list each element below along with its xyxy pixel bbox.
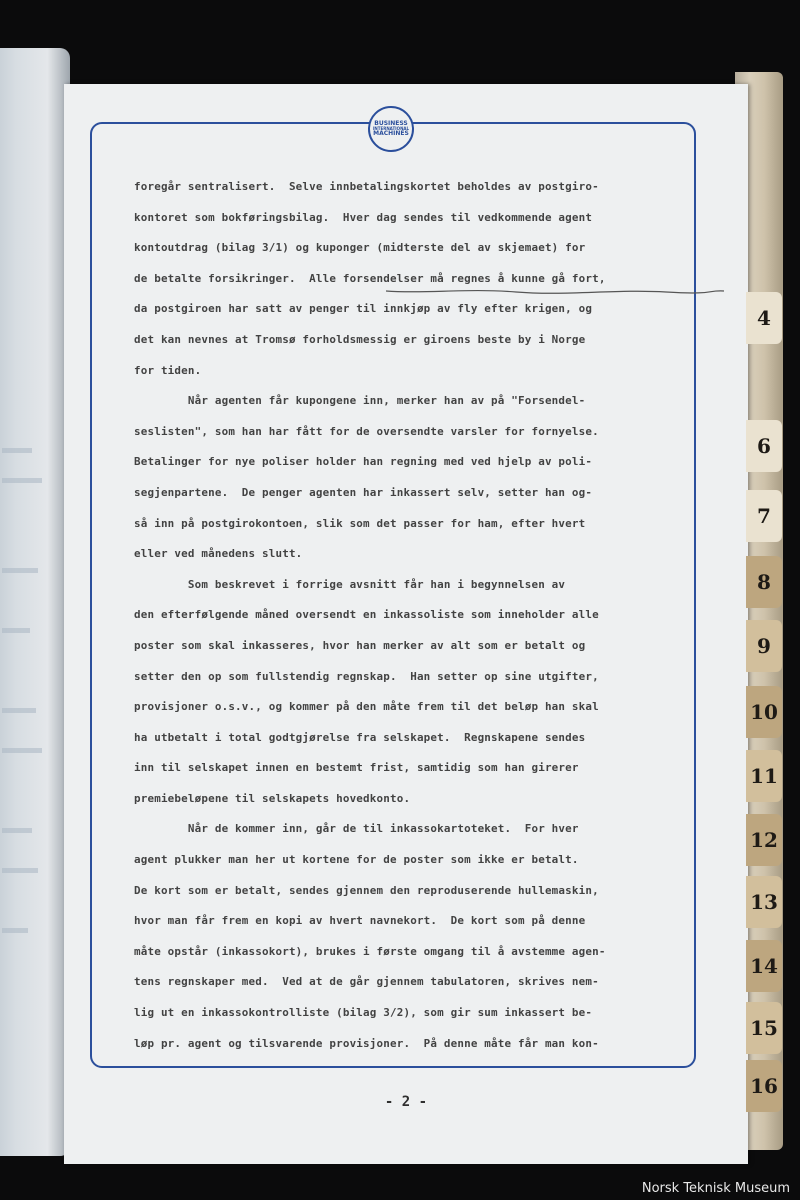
text-line: Når de kommer inn, går de til inkassokartoteket. For hver xyxy=(134,822,579,836)
text-line: Betalinger for nye poliser holder han regning med ved hjelp av poli- xyxy=(134,455,593,469)
text-line: for tiden. xyxy=(134,363,202,377)
index-tab-6[interactable]: 6 xyxy=(746,420,782,472)
text-line: segjenpartene. De penger agenten har inkassert selv, setter han og- xyxy=(134,485,593,499)
index-tab-13[interactable]: 13 xyxy=(746,876,782,928)
index-tab-10[interactable]: 10 xyxy=(746,686,782,738)
text-line: det kan nevnes at Tromsø forholdsmessig er giroens beste by i Norge xyxy=(134,332,586,346)
text-line: Når agenten får kupongene inn, merker han av på "Forsendel- xyxy=(134,394,586,408)
text-line: lig ut en inkassokontrolliste (bilag 3/2), som gir sum inkassert be- xyxy=(134,1006,593,1020)
index-tab-15[interactable]: 15 xyxy=(746,1002,782,1054)
text-line: De kort som er betalt, sendes gjennem den reproduserende hullemaskin, xyxy=(134,883,599,897)
logo-text-top: BUSINESS xyxy=(374,120,408,127)
logo-text-middle: INTERNATIONAL xyxy=(372,126,410,131)
ibm-logo-seal xyxy=(368,106,414,152)
page-number: - 2 - xyxy=(384,1094,428,1110)
text-line: seslisten", som han har fått for de oversendte varsler for fornyelse. xyxy=(134,424,599,438)
index-tab-14[interactable]: 14 xyxy=(746,940,782,992)
museum-credit: Norsk Teknisk Museum xyxy=(641,1181,790,1196)
typed-body-text xyxy=(134,172,694,1059)
index-tab-16[interactable]: 16 xyxy=(746,1060,782,1112)
index-tab-4[interactable]: 4 xyxy=(746,292,782,344)
text-line: Som beskrevet i forrige avsnitt får han i begynnelsen av xyxy=(134,577,566,591)
text-line: foregår sentralisert. Selve innbetalingskortet beholdes av postgiro- xyxy=(134,180,599,193)
text-line: måte opstår (inkassokort), brukes i første omgang til å avstemme agen- xyxy=(134,944,606,958)
index-tab-7[interactable]: 7 xyxy=(746,490,782,542)
index-tab-12[interactable]: 12 xyxy=(746,814,782,866)
text-line: den efterfølgende måned oversendt en inkassoliste som inneholder alle xyxy=(134,608,599,622)
text-line: kontoutdrag (bilag 3/1) og kuponger (midterste del av skjemaet) for xyxy=(134,241,586,255)
facing-page-edge xyxy=(0,48,70,1156)
text-line: premiebeløpene til selskapets hovedkonto. xyxy=(134,791,411,805)
text-line: kontoret som bokføringsbilag. Hver dag sendes til vedkommende agent xyxy=(134,210,593,224)
pencil-underline-mark xyxy=(386,286,726,296)
index-tab-11[interactable]: 11 xyxy=(746,750,782,802)
index-tab-9[interactable]: 9 xyxy=(746,620,782,672)
logo-text-bottom: MACHINES xyxy=(373,130,409,137)
text-line: løp pr. agent og tilsvarende provisjoner. På denne måte får man kon- xyxy=(134,1036,599,1050)
document-page xyxy=(64,84,748,1164)
text-line: de betalte forsikringer. Alle forsendelser må regnes å kunne gå fort, xyxy=(134,271,606,285)
text-line: eller ved månedens slutt. xyxy=(134,547,303,561)
text-line: setter den op som fullstendig regnskap. Han setter op sine utgifter, xyxy=(134,669,599,683)
text-line: hvor man får frem en kopi av hvert navnekort. De kort som på denne xyxy=(134,914,586,928)
text-line: tens regnskaper med. Ved at de går gjennem tabulatoren, skrives nem- xyxy=(134,975,599,989)
text-line: provisjoner o.s.v., og kommer på den måte frem til det beløp han skal xyxy=(134,700,599,714)
text-line: agent plukker man her ut kortene for de poster som ikke er betalt. xyxy=(134,853,579,867)
text-line: poster som skal inkasseres, hvor han merker av alt som er betalt og xyxy=(134,638,586,652)
index-tab-8[interactable]: 8 xyxy=(746,556,782,608)
text-line: inn til selskapet innen en bestemt frist, samtidig som han girerer xyxy=(134,761,579,775)
text-line: da postgiroen har satt av penger til innkjøp av fly efter krigen, og xyxy=(134,302,593,316)
text-line: ha utbetalt i total godtgjørelse fra selskapet. Regnskapene sendes xyxy=(134,730,586,744)
text-line: så inn på postgirokontoen, slik som det passer for ham, efter hvert xyxy=(134,516,586,530)
